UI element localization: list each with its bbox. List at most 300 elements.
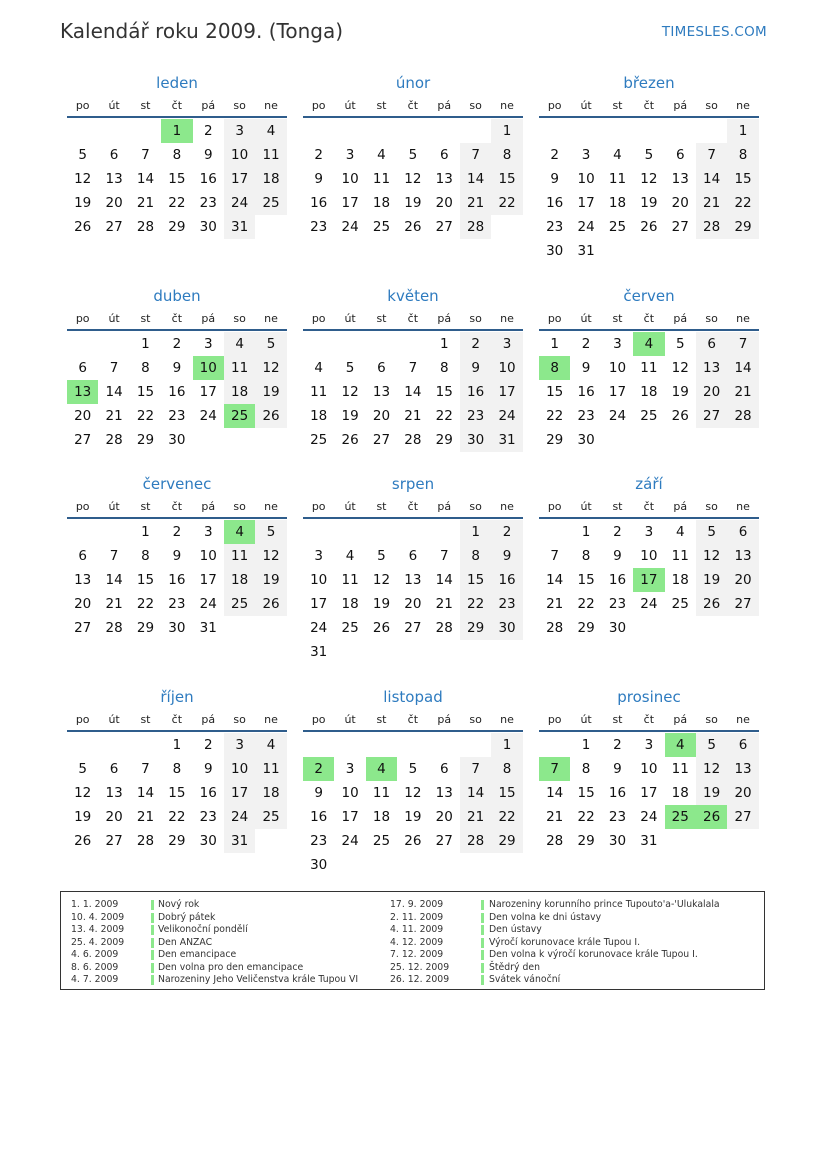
weekday-label: út (580, 713, 592, 726)
day-cell: 10 (640, 761, 658, 777)
month-červenec (67, 474, 287, 640)
day-cell: 14 (546, 572, 564, 588)
day-cell: 16 (168, 572, 186, 588)
day-cell: 9 (203, 147, 213, 163)
day-cell: 6 (439, 761, 449, 777)
day-cell: 19 (696, 781, 727, 805)
day-cell: 29 (460, 616, 491, 640)
day-cell: 22 (136, 408, 155, 424)
brand-link[interactable]: TIMESLES.COM (661, 24, 767, 40)
weekday-label: so (233, 312, 246, 325)
day-cell: 1 (439, 336, 449, 352)
day-cell: 30 (608, 833, 627, 849)
weekday-label: pá (437, 312, 452, 325)
weekday-label: so (469, 99, 482, 112)
day-cell: 16 (199, 785, 217, 801)
weekday-label: ne (264, 312, 278, 325)
empty-cell (429, 733, 460, 757)
day-cell: 16 (608, 572, 627, 588)
day-cell: 3 (314, 548, 323, 564)
weekday-header (303, 309, 523, 331)
day-cell: 14 (136, 171, 155, 187)
day-cell: 8 (172, 761, 182, 777)
weekday-header (67, 497, 287, 519)
holiday-marker (481, 950, 484, 960)
holiday-date: 4. 12. 2009 (390, 936, 444, 948)
holiday-date: 26. 12. 2009 (390, 974, 450, 985)
day-cell: 16 (310, 809, 328, 825)
holiday-day-cell: 4 (665, 733, 696, 757)
holiday-day-cell: 4 (224, 520, 255, 544)
empty-cell (303, 332, 334, 356)
day-cell: 16 (310, 195, 328, 211)
day-cell: 19 (255, 568, 286, 592)
day-cell: 31 (640, 833, 658, 849)
day-cell: 20 (105, 809, 123, 825)
day-cell: 29 (577, 833, 595, 849)
day-cell: 23 (310, 219, 328, 235)
weekday-label: so (469, 312, 482, 325)
day-cell: 29 (435, 432, 453, 448)
day-cell: 22 (491, 805, 522, 829)
day-cell: 13 (435, 785, 453, 801)
day-cell: 11 (341, 572, 359, 588)
day-cell: 7 (460, 143, 491, 167)
day-cell: 15 (435, 384, 453, 400)
month-únor (303, 73, 523, 239)
day-cell: 25 (608, 219, 627, 235)
day-cell: 19 (696, 568, 727, 592)
day-cell: 25 (255, 191, 286, 215)
day-cell: 6 (675, 147, 685, 163)
month-name: květen (387, 287, 439, 305)
holiday-marker (481, 938, 484, 948)
day-cell: 9 (613, 548, 622, 564)
weekday-label: út (580, 99, 592, 112)
holiday-name: Den volna ke dni ústavy (489, 911, 602, 923)
day-cell: 22 (136, 596, 155, 612)
day-cell: 22 (168, 809, 186, 825)
day-cell: 31 (224, 829, 255, 853)
empty-cell (570, 119, 601, 143)
holiday-date: 1. 1. 2009 (71, 899, 119, 910)
day-cell: 1 (581, 737, 591, 753)
day-cell: 22 (460, 592, 491, 616)
day-grid (67, 332, 287, 452)
weekday-label: st (376, 500, 387, 513)
weekday-label: po (311, 713, 326, 726)
weekday-header (303, 497, 523, 519)
day-cell: 27 (727, 592, 758, 616)
empty-cell (696, 119, 727, 143)
holiday-name: Den ústavy (489, 924, 542, 935)
day-cell: 19 (74, 809, 92, 825)
day-cell: 13 (372, 384, 391, 400)
weekday-label: út (108, 312, 120, 325)
day-cell: 26 (255, 592, 286, 616)
day-cell: 26 (74, 219, 92, 235)
empty-cell (98, 119, 129, 143)
day-cell: 20 (727, 781, 758, 805)
day-cell: 22 (435, 408, 453, 424)
month-březen (539, 73, 759, 263)
day-cell: 19 (255, 380, 286, 404)
month-name: listopad (383, 688, 443, 706)
day-cell: 2 (613, 737, 622, 753)
day-cell: 2 (581, 336, 591, 352)
day-cell: 12 (255, 544, 286, 568)
day-cell: 23 (608, 809, 627, 825)
day-cell: 5 (78, 761, 87, 777)
holiday-name: Den emancipace (158, 949, 237, 960)
day-cell: 13 (105, 171, 123, 187)
day-cell: 24 (608, 408, 627, 424)
weekday-header (67, 710, 287, 732)
day-cell: 11 (372, 171, 391, 187)
day-grid (539, 733, 759, 853)
holiday-name: Den volna k výročí korunovace krále Tupou I. (489, 949, 698, 960)
day-cell: 6 (727, 733, 758, 757)
day-cell: 18 (671, 572, 689, 588)
day-cell: 13 (727, 544, 758, 568)
day-cell: 17 (199, 572, 217, 588)
day-cell: 31 (310, 644, 328, 660)
weekday-label: po (547, 99, 562, 112)
day-cell: 21 (727, 380, 758, 404)
day-cell: 7 (696, 143, 727, 167)
weekday-label: čt (407, 312, 419, 325)
holiday-day-cell: 13 (67, 380, 98, 404)
weekday-label: so (469, 713, 482, 726)
day-cell: 18 (255, 167, 286, 191)
weekday-label: so (705, 312, 718, 325)
empty-cell (460, 119, 491, 143)
day-cell: 18 (310, 408, 328, 424)
weekday-label: pá (201, 713, 216, 726)
day-cell: 20 (435, 195, 453, 211)
holiday-date: 8. 6. 2009 (71, 961, 119, 973)
empty-cell (460, 733, 491, 757)
holiday-marker (481, 975, 484, 985)
holiday-marker (481, 913, 484, 923)
day-cell: 9 (460, 356, 491, 380)
weekday-header (539, 96, 759, 118)
weekday-label: ne (736, 500, 750, 513)
day-cell: 7 (460, 757, 491, 781)
day-cell: 1 (460, 520, 491, 544)
holiday-day-cell: 25 (665, 805, 696, 829)
day-cell: 13 (105, 785, 123, 801)
day-cell: 16 (199, 171, 217, 187)
day-cell: 11 (608, 171, 627, 187)
weekday-header (539, 710, 759, 732)
day-cell: 25 (671, 596, 689, 612)
day-cell: 22 (491, 191, 522, 215)
day-cell: 10 (491, 356, 522, 380)
day-cell: 30 (577, 432, 595, 448)
day-cell: 30 (168, 620, 186, 636)
day-cell: 6 (696, 332, 727, 356)
month-prosinec (539, 687, 759, 853)
day-cell: 25 (372, 833, 391, 849)
day-cell: 27 (372, 432, 391, 448)
empty-cell (67, 119, 98, 143)
day-cell: 15 (577, 572, 595, 588)
holiday-date: 25. 12. 2009 (390, 961, 450, 973)
weekday-label: ne (736, 713, 750, 726)
weekday-label: st (140, 713, 151, 726)
day-cell: 23 (577, 408, 595, 424)
day-cell: 10 (310, 572, 328, 588)
day-cell: 27 (671, 219, 689, 235)
weekday-label: pá (437, 99, 452, 112)
day-cell: 29 (136, 432, 155, 448)
weekday-label: po (75, 99, 90, 112)
weekday-label: ne (264, 500, 278, 513)
day-cell: 5 (377, 548, 386, 564)
day-cell: 9 (203, 761, 213, 777)
weekday-label: so (469, 500, 482, 513)
weekday-label: čt (171, 500, 183, 513)
weekday-label: po (547, 500, 562, 513)
day-cell: 7 (550, 548, 559, 564)
day-cell: 12 (696, 757, 727, 781)
holiday-date: 25. 4. 2009 (71, 936, 125, 948)
page-title: Kalendář roku 2009. (Tonga) (60, 19, 344, 43)
day-cell: 12 (74, 171, 92, 187)
day-cell: 24 (224, 805, 255, 829)
day-grid (67, 520, 287, 640)
day-cell: 5 (696, 520, 727, 544)
day-cell: 13 (435, 171, 453, 187)
day-cell: 28 (404, 432, 422, 448)
day-cell: 1 (491, 733, 522, 757)
day-cell: 30 (310, 857, 328, 873)
holiday-marker (151, 900, 154, 910)
day-cell: 10 (224, 143, 255, 167)
day-cell: 12 (74, 785, 92, 801)
day-cell: 17 (341, 195, 359, 211)
day-cell: 18 (671, 785, 689, 801)
holiday-date: 7. 12. 2009 (390, 949, 444, 960)
day-grid (67, 119, 287, 239)
holiday-date: 4. 7. 2009 (71, 974, 119, 985)
day-cell: 27 (105, 833, 123, 849)
day-cell: 8 (491, 143, 522, 167)
day-cell: 29 (546, 432, 564, 448)
weekday-label: pá (673, 500, 688, 513)
day-cell: 15 (168, 785, 186, 801)
day-cell: 8 (141, 548, 150, 564)
day-cell: 4 (314, 360, 323, 376)
weekday-label: pá (673, 312, 688, 325)
day-cell: 28 (460, 829, 491, 853)
month-name: září (635, 475, 663, 493)
day-cell: 16 (608, 785, 627, 801)
day-cell: 3 (345, 761, 355, 777)
holiday-marker (151, 938, 154, 948)
day-cell: 31 (491, 428, 522, 452)
day-cell: 7 (141, 761, 150, 777)
weekday-label: st (376, 312, 387, 325)
day-cell: 29 (168, 219, 186, 235)
day-cell: 18 (255, 781, 286, 805)
day-cell: 1 (141, 524, 150, 540)
day-cell: 5 (78, 147, 87, 163)
day-cell: 8 (172, 147, 182, 163)
weekday-label: so (233, 500, 246, 513)
day-cell: 2 (550, 147, 559, 163)
holiday-date: 17. 9. 2009 (390, 899, 444, 910)
day-cell: 8 (141, 360, 150, 376)
day-cell: 25 (341, 620, 359, 636)
weekday-label: út (580, 312, 592, 325)
day-cell: 11 (671, 761, 689, 777)
weekday-header (539, 497, 759, 519)
weekday-label: ne (500, 99, 514, 112)
day-cell: 14 (727, 356, 758, 380)
day-cell: 30 (199, 833, 217, 849)
day-cell: 3 (345, 147, 355, 163)
day-cell: 23 (168, 596, 186, 612)
empty-cell (366, 733, 397, 757)
day-cell: 6 (109, 147, 119, 163)
day-cell: 23 (460, 404, 491, 428)
empty-cell (303, 733, 334, 757)
day-cell: 7 (727, 332, 758, 356)
weekday-label: čt (643, 99, 655, 112)
month-duben (67, 286, 287, 452)
weekday-header (303, 96, 523, 118)
day-cell: 27 (404, 620, 422, 636)
holiday-name: Den volna pro den emancipace (158, 961, 304, 973)
day-cell: 10 (224, 757, 255, 781)
day-cell: 19 (404, 195, 422, 211)
weekday-label: so (233, 713, 246, 726)
weekday-label: čt (407, 713, 419, 726)
weekday-label: so (705, 500, 718, 513)
weekday-label: st (140, 500, 151, 513)
empty-cell (397, 733, 428, 757)
day-cell: 23 (168, 408, 186, 424)
day-cell: 3 (203, 524, 213, 540)
day-cell: 30 (608, 620, 627, 636)
day-cell: 6 (439, 147, 449, 163)
day-cell: 2 (172, 336, 182, 352)
weekday-label: pá (673, 713, 688, 726)
day-cell: 11 (372, 785, 391, 801)
weekday-label: po (75, 500, 90, 513)
day-cell: 11 (640, 360, 658, 376)
day-cell: 17 (224, 781, 255, 805)
day-cell: 12 (255, 356, 286, 380)
weekday-label: út (344, 312, 356, 325)
weekday-label: st (376, 713, 387, 726)
day-cell: 20 (105, 195, 123, 211)
day-cell: 7 (141, 147, 150, 163)
day-cell: 21 (136, 809, 155, 825)
empty-cell (334, 332, 365, 356)
day-cell: 3 (581, 147, 591, 163)
day-cell: 16 (546, 195, 564, 211)
empty-cell (366, 119, 397, 143)
month-name: duben (153, 287, 201, 305)
day-cell: 14 (404, 384, 422, 400)
day-cell: 11 (310, 384, 328, 400)
weekday-label: čt (171, 713, 183, 726)
weekday-label: ne (500, 312, 514, 325)
day-cell: 2 (491, 520, 522, 544)
day-cell: 4 (224, 332, 255, 356)
weekday-label: st (612, 312, 623, 325)
day-cell: 9 (172, 360, 182, 376)
day-cell: 21 (435, 596, 453, 612)
day-cell: 15 (136, 572, 155, 588)
day-cell: 21 (460, 191, 491, 215)
day-cell: 15 (727, 167, 758, 191)
day-cell: 29 (577, 620, 595, 636)
day-cell: 20 (404, 596, 422, 612)
day-cell: 17 (577, 195, 595, 211)
day-cell: 26 (696, 592, 727, 616)
weekday-label: po (75, 312, 90, 325)
day-cell: 2 (613, 524, 622, 540)
day-cell: 25 (224, 592, 255, 616)
holiday-date: 13. 4. 2009 (71, 924, 125, 935)
day-cell: 12 (372, 572, 391, 588)
day-cell: 19 (640, 195, 658, 211)
empty-cell (67, 332, 98, 356)
day-cell: 21 (105, 408, 123, 424)
day-cell: 14 (460, 167, 491, 191)
day-cell: 13 (404, 572, 422, 588)
month-červen (539, 286, 759, 452)
day-cell: 28 (105, 620, 123, 636)
day-cell: 6 (408, 548, 418, 564)
day-cell: 30 (460, 428, 491, 452)
weekday-label: po (547, 312, 562, 325)
day-cell: 17 (341, 809, 359, 825)
empty-cell (397, 332, 428, 356)
day-cell: 18 (372, 195, 391, 211)
day-cell: 27 (435, 219, 453, 235)
empty-cell (67, 733, 98, 757)
weekday-label: po (311, 99, 326, 112)
day-cell: 19 (341, 408, 359, 424)
day-cell: 22 (577, 809, 595, 825)
weekday-label: ne (500, 713, 514, 726)
day-cell: 12 (404, 785, 422, 801)
empty-cell (539, 520, 570, 544)
day-cell: 13 (696, 356, 727, 380)
holiday-day-cell: 2 (303, 757, 334, 781)
day-cell: 10 (608, 360, 627, 376)
month-name: červenec (142, 475, 212, 493)
day-cell: 29 (727, 215, 758, 239)
day-cell: 2 (460, 332, 491, 356)
holiday-name: Štědrý den (489, 961, 540, 973)
day-cell: 6 (727, 520, 758, 544)
day-cell: 24 (491, 404, 522, 428)
day-cell: 12 (696, 544, 727, 568)
day-cell: 8 (491, 757, 522, 781)
day-cell: 4 (675, 524, 685, 540)
day-cell: 29 (491, 829, 522, 853)
day-cell: 20 (74, 596, 92, 612)
day-cell: 28 (546, 833, 564, 849)
weekday-label: st (612, 713, 623, 726)
day-cell: 21 (460, 805, 491, 829)
